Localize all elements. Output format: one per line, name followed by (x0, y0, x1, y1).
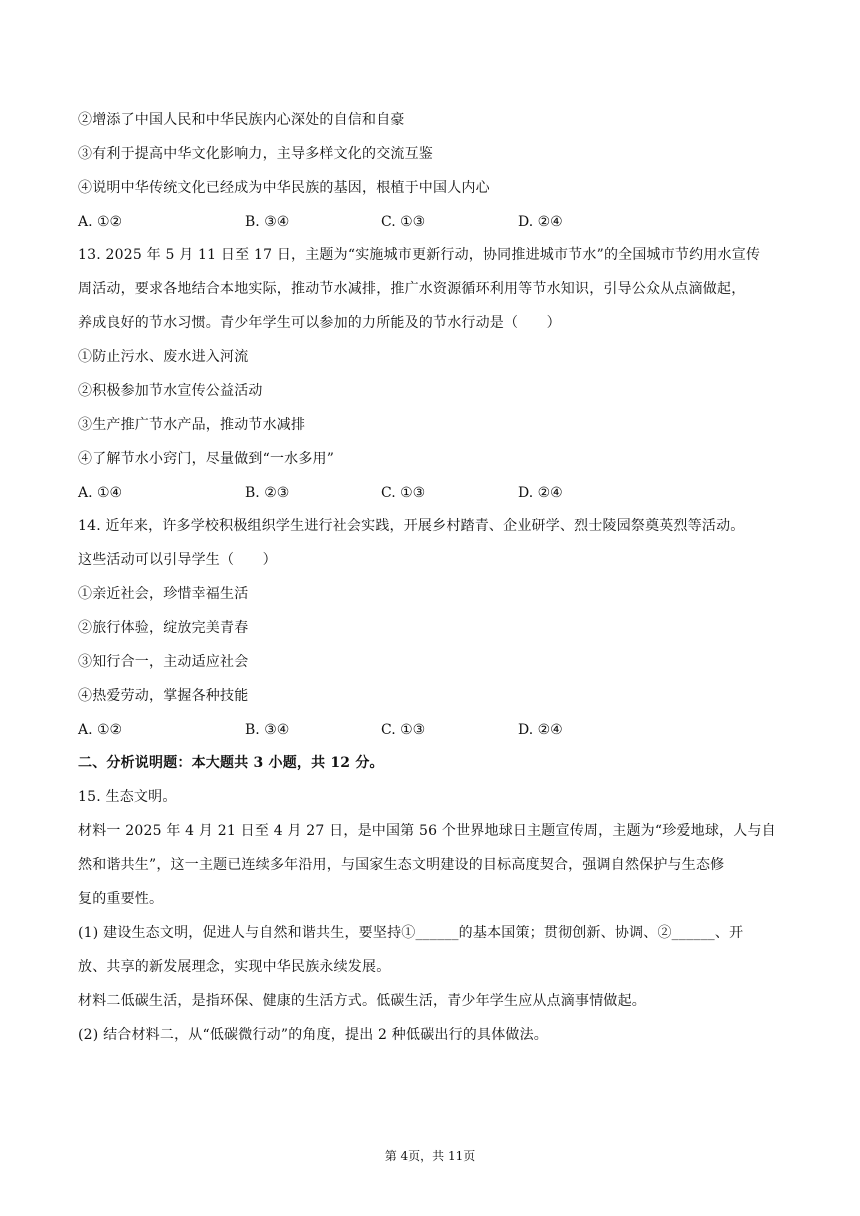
q14-stem-line-2: 这些活动可以引导学生（ ） (78, 552, 277, 568)
q15-sub-2: (2) 结合材料二，从“低碳微行动”的角度，提出 2 种低碳出行的具体做法。 (78, 1027, 549, 1043)
q12-option-d[interactable]: D. ②④ (518, 214, 563, 230)
section-2-heading: 二、分析说明题：本大题共 3 小题，共 12 分。 (78, 755, 384, 771)
q14-statement-1: ①亲近社会，珍惜幸福生活 (78, 586, 249, 602)
q12-statement-3: ③有利于提高中华文化影响力，主导多样文化的交流互鉴 (78, 146, 433, 162)
page-footer: 第 4页，共 11页 (384, 1149, 476, 1163)
q12-option-a[interactable]: A. ①② (78, 214, 123, 230)
q14-statement-2: ②旅行体验，绽放完美青春 (78, 620, 249, 636)
q13-stem-line-3: 养成良好的节水习惯。青少年学生可以参加的力所能及的节水行动是（ ） (78, 315, 561, 331)
q14-option-d[interactable]: D. ②④ (518, 722, 563, 738)
q12-statement-2: ②增添了中国人民和中华民族内心深处的自信和自豪 (78, 112, 405, 128)
q13-option-a[interactable]: A. ①④ (78, 485, 123, 501)
q14-statement-3: ③知行合一，主动适应社会 (78, 654, 249, 670)
q12-statement-4: ④说明中华传统文化已经成为中华民族的基因，根植于中国人内心 (78, 180, 490, 196)
q14-option-a[interactable]: A. ①② (78, 722, 123, 738)
q13-statement-4: ④了解节水小窍门，尽量做到“一水多用” (78, 451, 335, 467)
q12-options (78, 214, 778, 234)
q15-sub-1-line-1: (1) 建设生态文明，促进人与自然和谐共生，要坚持①______的基本国策；贯彻创新、协调、②______、开 (78, 925, 744, 941)
q13-option-c[interactable]: C. ①③ (381, 485, 426, 501)
q15-material-1-line-3: 复的重要性。 (78, 891, 164, 907)
q13-statement-1: ①防止污水、废水进入河流 (78, 349, 249, 365)
q13-option-d[interactable]: D. ②④ (518, 485, 563, 501)
q12-option-b[interactable]: B. ③④ (245, 214, 290, 230)
q15-sub-1-line-2: 放、共享的新发展理念，实现中华民族永续发展。 (78, 959, 391, 975)
q13-option-b[interactable]: B. ②③ (245, 485, 290, 501)
q13-statement-2: ②积极参加节水宣传公益活动 (78, 383, 263, 399)
q15-title: 15. 生态文明。 (78, 789, 177, 805)
q13-statement-3: ③生产推广节水产品，推动节水减排 (78, 417, 306, 433)
q13-stem-line-2: 周活动，要求各地结合本地实际，推动节水减排，推广水资源循环利用等节水知识，引导公众从点滴做起， (78, 281, 746, 297)
q12-option-c[interactable]: C. ①③ (381, 214, 426, 230)
q14-stem-line-1: 14. 近年来，许多学校积极组织学生进行社会实践，开展乡村踏青、企业研学、烈士陵园祭奠英烈等活动。 (78, 518, 745, 534)
q14-statement-4: ④热爱劳动，掌握各种技能 (78, 688, 249, 704)
q15-material-1-line-2: 然和谐共生”，这一主题已连续多年沿用，与国家生态文明建设的目标高度契合，强调自然保护与生态修 (78, 857, 725, 873)
q14-option-b[interactable]: B. ③④ (245, 722, 290, 738)
q14-options (78, 722, 778, 742)
q15-material-2: 材料二低碳生活，是指环保、健康的生活方式。低碳生活，青少年学生应从点滴事情做起。 (78, 993, 646, 1009)
q15-material-1-line-1: 材料一 2025 年 4 月 21 日至 4 月 27 日，是中国第 56 个世界地球日主题宣传周，主题为“珍爱地球，人与自 (78, 823, 776, 839)
q14-option-c[interactable]: C. ①③ (381, 722, 426, 738)
q13-options (78, 485, 778, 505)
q13-stem-line-1: 13. 2025 年 5 月 11 日至 17 日，主题为“实施城市更新行动，协同推进城市节水”的全国城市节约用水宣传 (78, 247, 761, 263)
